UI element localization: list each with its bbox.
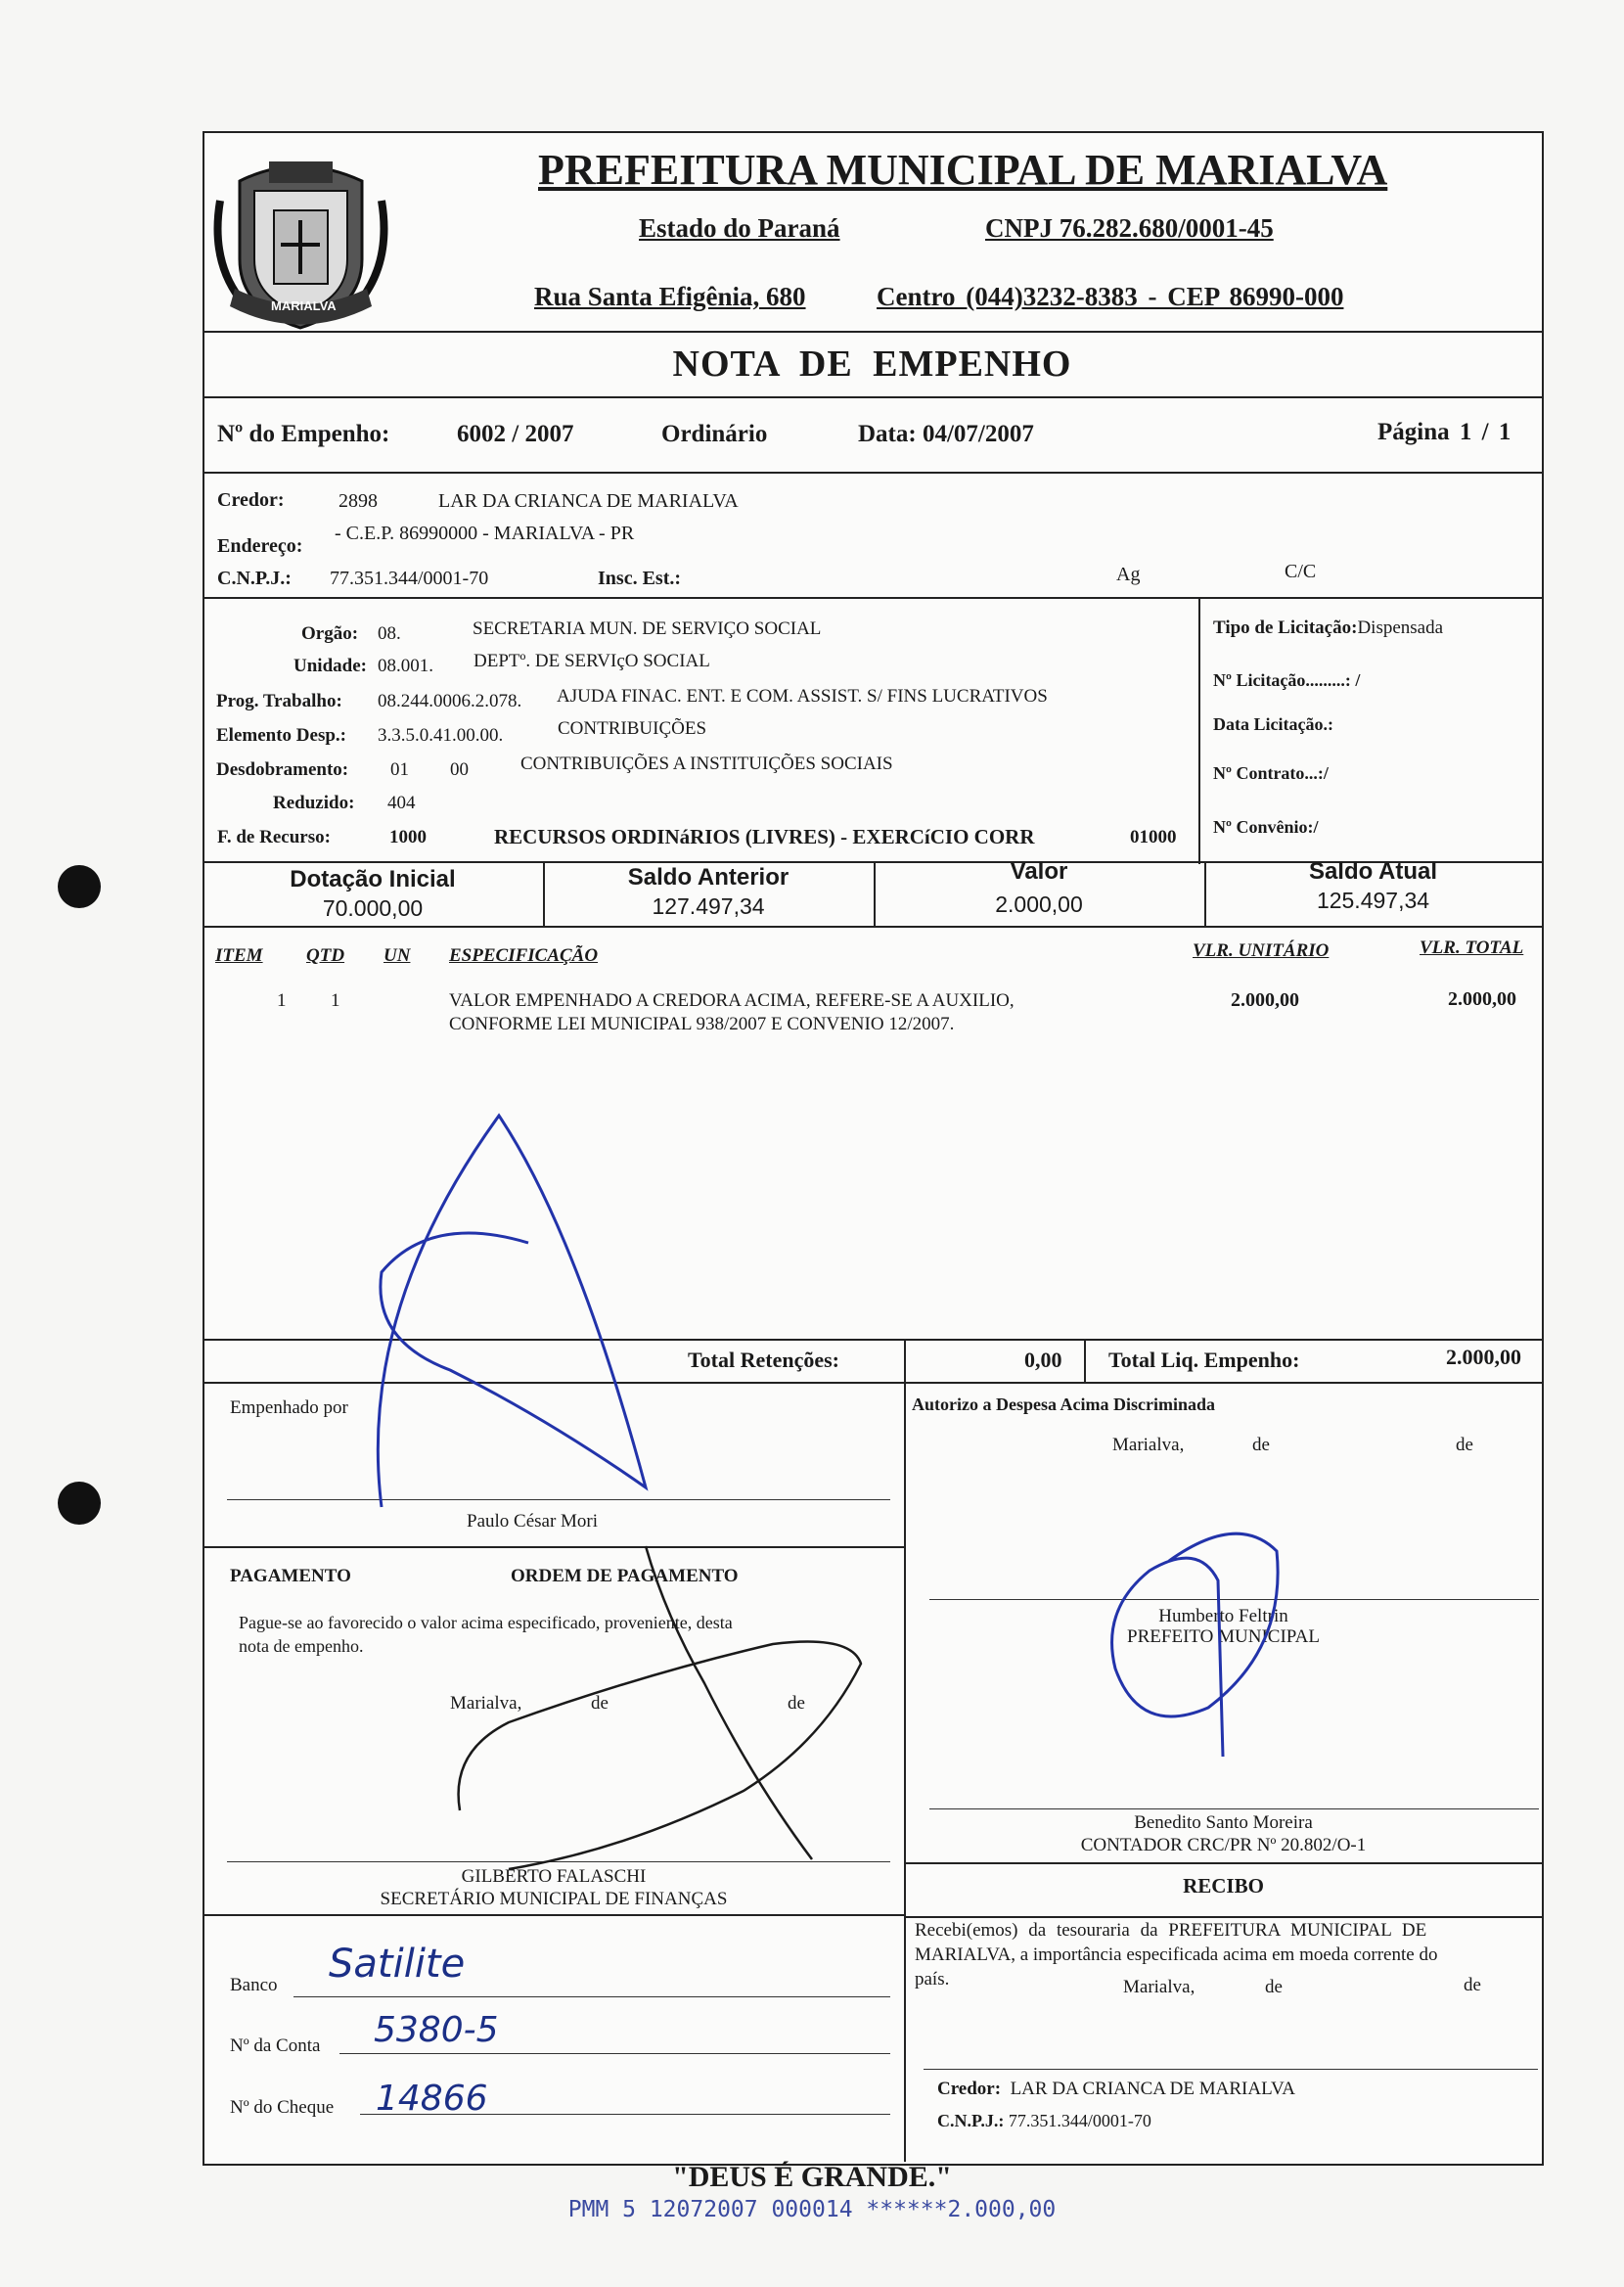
municipal-seal (201, 142, 401, 343)
col-header-un: UN (383, 945, 411, 966)
cheque-label: Nº do Cheque (230, 2097, 335, 2118)
convenio-number: Nº Convênio:/ (1213, 817, 1319, 837)
account-label: C/C (1285, 561, 1317, 582)
liq-empenho-label: Total Liq. Empenho: (1108, 1348, 1300, 1372)
elemento-desc: CONTRIBUIÇÕES (558, 718, 707, 739)
unidade-label: Unidade: (293, 656, 367, 676)
contrato-number: Nº Contrato...:/ (1213, 763, 1329, 783)
elemento-label: Elemento Desp.: (216, 725, 346, 746)
contador-name: Benedito Santo Moreira (1134, 1812, 1313, 1833)
ordem-pagamento-label: ORDEM DE PAGAMENTO (511, 1566, 739, 1586)
punch-hole-bottom (58, 1482, 101, 1525)
reduzido-value: 404 (387, 793, 416, 813)
pagamento-label: PAGAMENTO (230, 1566, 351, 1586)
recibo-credor: Credor: LAR DA CRIANCA DE MARIALVA (937, 2079, 1295, 2099)
pague-text-line-2: nota de empenho. (239, 1636, 364, 1656)
conta-label: Nº da Conta (230, 2035, 321, 2056)
page-number: Página 1 / 1 (1377, 419, 1511, 445)
pagamento-de-2: de (788, 1693, 805, 1714)
prefeito-name: Humberto Feltrin (1158, 1606, 1288, 1626)
retencoes-value: 0,00 (1024, 1348, 1062, 1372)
credor-cnpj-label: C.N.P.J.: (217, 568, 292, 589)
desdobramento-label: Desdobramento: (216, 759, 349, 780)
autorizo-de-1: de (1252, 1435, 1270, 1455)
banco-label: Banco (230, 1975, 278, 1995)
item-number: 1 (277, 990, 287, 1011)
recurso-label: F. de Recurso: (217, 827, 331, 847)
banco-value[interactable]: Satilite (329, 1942, 466, 1987)
licitacao-number: Nº Licitação.........: / (1213, 670, 1361, 690)
signature-empenhado (352, 1096, 665, 1546)
conta-value[interactable]: 5380-5 (374, 2010, 499, 2050)
item-total-value: 2.000,00 (1448, 988, 1516, 1010)
col-header-item: ITEM (215, 945, 263, 966)
desdobramento-code-2: 00 (450, 759, 469, 780)
state-label: Estado do Paraná (639, 213, 840, 243)
desdobramento-desc: CONTRIBUIÇÕES A INSTITUIÇÕES SOCIAIS (520, 754, 893, 774)
motto: "DEUS É GRANDE." (672, 2161, 952, 2193)
recibo-line-2: MARIALVA, a importância especificada acima em moeda corrente do (915, 1944, 1438, 1965)
prog-code: 08.244.0006.2.078. (378, 691, 522, 711)
dotacao-label: Dotação Inicial (290, 866, 456, 892)
recibo-de-2: de (1464, 1975, 1481, 1995)
retencoes-label: Total Retenções: (688, 1348, 839, 1372)
item-description-line-1: VALOR EMPENHADO A CREDORA ACIMA, REFERE-SE A AUXILIO, (449, 990, 1015, 1011)
credor-name: LAR DA CRIANCA DE MARIALVA (438, 490, 739, 512)
autorizo-label: Autorizo a Despesa Acima Discriminada (912, 1395, 1215, 1414)
saldo-atual-value: 125.497,34 (1316, 888, 1430, 913)
desdobramento-code-1: 01 (390, 759, 409, 780)
signature-prefeito (1091, 1512, 1286, 1786)
credor-cnpj: 77.351.344/0001-70 (330, 568, 489, 589)
address-header: Rua Santa Efigênia, 680 (534, 282, 806, 311)
secretario-name: GILBERTO FALASCHI (461, 1866, 647, 1887)
recibo-line-1: Recebi(emos) da tesouraria da PREFEITURA MUNICIPAL DE (915, 1920, 1427, 1941)
empenho-type: Ordinário (661, 421, 768, 447)
punch-hole-top (58, 865, 101, 908)
empenho-number: 6002 / 2007 (457, 421, 574, 447)
licitacao-date: Data Licitação.: (1213, 714, 1333, 734)
contact-header: Centro (044)3232-8383 - CEP 86990-000 (877, 282, 1344, 311)
signature-secretario (450, 1527, 890, 1879)
col-header-especificacao: ESPECIFICAÇÃO (449, 945, 599, 966)
recurso-code-2: 01000 (1130, 827, 1177, 847)
recurso-code: 1000 (389, 827, 427, 847)
municipality-title: PREFEITURA MUNICIPAL DE MARIALVA (538, 146, 1388, 194)
contador-title: CONTADOR CRC/PR Nº 20.802/O-1 (1080, 1835, 1367, 1855)
cheque-value[interactable]: 14866 (376, 2079, 488, 2119)
valor-value: 2.000,00 (995, 892, 1083, 917)
agency-label: Ag (1116, 564, 1141, 585)
col-header-vlr-unitario: VLR. UNITÁRIO (1193, 940, 1330, 961)
empenhado-por-name: Paulo César Mori (467, 1511, 599, 1532)
elemento-code: 3.3.5.0.41.00.00. (378, 725, 504, 746)
empenho-date: Data: 04/07/2007 (858, 421, 1034, 447)
recibo-title: RECIBO (1183, 1874, 1264, 1898)
saldo-anterior-value: 127.497,34 (652, 893, 765, 919)
pagamento-city: Marialva, (450, 1693, 522, 1714)
orgao-code: 08. (378, 623, 401, 644)
valor-label: Valor (1010, 858, 1068, 885)
orgao-label: Orgão: (301, 623, 359, 644)
pague-text-line-1: Pague-se ao favorecido o valor acima especificado, proveniente, desta (239, 1613, 733, 1632)
recibo-de-1: de (1265, 1977, 1283, 1997)
prefeito-title: PREFEITO MUNICIPAL (1127, 1626, 1320, 1647)
autorizo-city: Marialva, (1112, 1435, 1185, 1455)
autorizo-de-2: de (1456, 1435, 1473, 1455)
pagamento-de-1: de (591, 1693, 609, 1714)
recurso-desc: RECURSOS ORDINáRIOS (LIVRES) - EXERCíCIO CORR (494, 825, 1035, 848)
payment-stamp: PMM 5 12072007 000014 ******2.000,00 (567, 2197, 1057, 2222)
empenhado-por-label: Empenhado por (230, 1397, 348, 1418)
recibo-city: Marialva, (1123, 1977, 1195, 1997)
recibo-cnpj: C.N.P.J.: 77.351.344/0001-70 (937, 2111, 1151, 2130)
col-header-vlr-total: VLR. TOTAL (1420, 938, 1524, 958)
unidade-code: 08.001. (378, 656, 433, 676)
orgao-desc: SECRETARIA MUN. DE SERVIÇO SOCIAL (473, 618, 822, 639)
document-title: NOTA DE EMPENHO (672, 343, 1072, 385)
credor-code: 2898 (338, 490, 378, 512)
saldo-anterior-label: Saldo Anterior (627, 864, 789, 891)
item-description-line-2: CONFORME LEI MUNICIPAL 938/2007 E CONVENIO 12/2007. (449, 1014, 955, 1034)
empenho-number-label: Nº do Empenho: (217, 421, 390, 447)
credor-address: - C.E.P. 86990000 - MARIALVA - PR (335, 523, 635, 544)
recibo-line-3: país. (915, 1969, 950, 1990)
col-header-qtd: QTD (306, 945, 345, 966)
saldo-atual-label: Saldo Atual (1308, 858, 1438, 885)
dotacao-value: 70.000,00 (322, 895, 424, 921)
prog-desc: AJUDA FINAC. ENT. E COM. ASSIST. S/ FINS LUCRATIVOS (557, 686, 1048, 707)
seal-banner-text: MARIALVA (271, 298, 337, 313)
secretario-title: SECRETÁRIO MUNICIPAL DE FINANÇAS (380, 1889, 728, 1909)
credor-label: Credor: (217, 489, 285, 511)
reduzido-label: Reduzido: (273, 793, 355, 813)
liq-empenho-value: 2.000,00 (1446, 1345, 1521, 1369)
address-label: Endereço: (217, 535, 303, 557)
insc-est-label: Insc. Est.: (598, 568, 682, 589)
prog-label: Prog. Trabalho: (216, 691, 342, 711)
cnpj-header: CNPJ 76.282.680/0001-45 (985, 213, 1274, 243)
item-unit-value: 2.000,00 (1231, 989, 1299, 1011)
licitacao-type: Tipo de Licitação:Dispensada (1213, 617, 1444, 638)
unidade-desc: DEPTº. DE SERVIçO SOCIAL (474, 651, 710, 671)
item-qtd: 1 (331, 990, 340, 1011)
